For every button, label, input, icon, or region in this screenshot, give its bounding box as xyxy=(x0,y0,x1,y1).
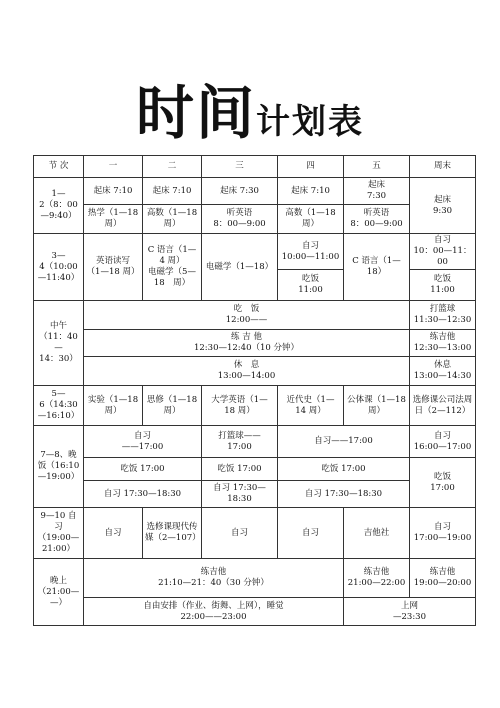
cell-wed-class-5-6: 大学英语（1— 18 周） xyxy=(202,386,278,426)
cell-weekend-night-guitar: 练吉他 19:00—20:00 xyxy=(410,559,476,598)
header-tue: 二 xyxy=(143,156,202,178)
label-night: 晚上 （21:00— —） xyxy=(34,559,84,626)
cell-7-8-dinner-wed: 吃饭 17:00 xyxy=(202,458,278,481)
label-1-2: 1— 2（8：00 —9:40） xyxy=(34,178,84,234)
cell-weekend-wakeup: 起床 9:30 xyxy=(410,178,476,234)
cell-7-8-study-mon-tue: 自习 ——17:00 xyxy=(84,426,202,458)
cell-7-8-dinner-thu-fri: 吃饭 17:00 xyxy=(278,458,410,481)
cell-night-internet: 上网 —23:30 xyxy=(344,598,476,626)
header-period: 节 次 xyxy=(34,156,84,178)
cell-fri-wakeup: 起床 7:30 xyxy=(344,178,410,205)
cell-noon-rest: 休 息 13:00—14:00 xyxy=(84,357,410,386)
label-7-8: 7—8、晚 饭（16:10 —19:00） xyxy=(34,426,84,508)
cell-tue-9-10: 选修课现代传 媒（2—107） xyxy=(143,508,202,559)
cell-fri-class-5-6: 公体课（1—18 周） xyxy=(344,386,410,426)
cell-thu-class-5-6: 近代史（1— 14 周） xyxy=(278,386,344,426)
cell-fri-class-1-2: 听英语 8：00—9:00 xyxy=(344,205,410,234)
label-9-10: 9—10 自 习 （19:00— 21:00） xyxy=(34,508,84,559)
header-thu: 四 xyxy=(278,156,344,178)
header-mon: 一 xyxy=(84,156,143,178)
cell-fri-night-guitar: 练吉他 21:00—22:00 xyxy=(344,559,410,598)
row-3-4-top xyxy=(34,234,476,270)
cell-noon-lunch: 吃 饭 12:00—— xyxy=(84,301,410,330)
row-5-6 xyxy=(34,386,476,426)
cell-weekend-study-7-8: 自习 16:00—17:00 xyxy=(410,426,476,458)
label-5-6: 5— 6（14:30 —16:10） xyxy=(34,386,84,426)
cell-mon-class-1-2: 热学（1—18 周） xyxy=(84,205,143,234)
row-1-2-bottom xyxy=(34,205,476,234)
cell-mon-9-10: 自习 xyxy=(84,508,143,559)
cell-7-8-dinner-mon-tue: 吃饭 17:00 xyxy=(84,458,202,481)
cell-weekend-meal-3-4: 吃饭 11:00 xyxy=(410,270,476,301)
cell-thu-9-10: 自习 xyxy=(278,508,344,559)
cell-fri-9-10: 吉他社 xyxy=(344,508,410,559)
row-7-8-dinner xyxy=(34,458,476,481)
label-noon: 中午 （11：40 — 14：30） xyxy=(34,301,84,386)
cell-tue-class-1-2: 高数（1—18 周） xyxy=(143,205,202,234)
cell-weekend-rest-noon: 休息 13:00—14:30 xyxy=(410,357,476,386)
cell-mon-class-3-4: 英语读写 （1—18 周） xyxy=(84,234,143,301)
row-noon-rest xyxy=(34,357,476,386)
header-row xyxy=(34,156,476,178)
cell-thu-meal-3-4: 吃饭 11:00 xyxy=(278,270,344,301)
cell-mon-wakeup: 起床 7:10 xyxy=(84,178,143,205)
cell-weekend-basketball-noon: 打篮球 11:30—12:30 xyxy=(410,301,476,330)
page-title xyxy=(0,79,500,147)
header-fri: 五 xyxy=(344,156,410,178)
header-weekend: 周末 xyxy=(410,156,476,178)
cell-7-8-basketball-wed: 打篮球—— 17:00 xyxy=(202,426,278,458)
title-small: 计划表 xyxy=(256,102,364,142)
cell-wed-wakeup: 起床 7:30 xyxy=(202,178,278,205)
cell-7-8-evening-study-wed: 自习 17:30— 18:30 xyxy=(202,481,278,508)
row-7-8-study xyxy=(34,426,476,458)
cell-wed-class-3-4: 电磁学（1—18） xyxy=(202,234,278,301)
row-night-free xyxy=(34,598,476,626)
cell-tue-class-3-4: C 语言（1— 4 周） 电磁学（5— 18 周） xyxy=(143,234,202,301)
cell-weekend-study-3-4: 自习 10：00—11：00 xyxy=(410,234,476,270)
cell-weekend-class-5-6: 选修课公司法周 日（2—112） xyxy=(410,386,476,426)
cell-night-free-time: 自由安排（作业、街舞、上网），睡觉 22:00——23:00 xyxy=(84,598,344,626)
cell-noon-guitar: 练 吉 他 12:30—12:40（10 分钟） xyxy=(84,330,410,357)
cell-wed-9-10: 自习 xyxy=(202,508,278,559)
cell-mon-class-5-6: 实验（1—18 周） xyxy=(84,386,143,426)
cell-tue-wakeup: 起床 7:10 xyxy=(143,178,202,205)
cell-7-8-evening-study-mon-tue: 自习 17:30—18:30 xyxy=(84,481,202,508)
cell-thu-wakeup: 起床 7:10 xyxy=(278,178,344,205)
row-noon-guitar xyxy=(34,330,476,357)
cell-7-8-evening-study-thu-fri: 自习 17:30—18:30 xyxy=(278,481,410,508)
cell-thu-study-3-4: 自习 10:00—11:00 xyxy=(278,234,344,270)
title-big: 时间 xyxy=(135,79,256,147)
cell-fri-class-3-4: C 语言（1— 18） xyxy=(344,234,410,301)
row-7-8-evening-study xyxy=(34,481,476,508)
cell-night-guitar: 练吉他 21:10—21：40（30 分钟） xyxy=(84,559,344,598)
row-noon-lunch xyxy=(34,301,476,330)
label-3-4: 3— 4（10:00 —11:40） xyxy=(34,234,84,301)
cell-7-8-study-thu-fri: 自习——17:00 xyxy=(278,426,410,458)
cell-weekend-dinner-7-8: 吃饭 17:00 xyxy=(410,458,476,508)
cell-tue-class-5-6: 思修（1—18 周） xyxy=(143,386,202,426)
schedule-table xyxy=(33,155,476,626)
cell-thu-class-1-2: 高数（1—18 周） xyxy=(278,205,344,234)
row-9-10 xyxy=(34,508,476,559)
cell-weekend-guitar-noon: 练吉他 12:30—13:00 xyxy=(410,330,476,357)
cell-weekend-9-10: 自习 17:00—19:00 xyxy=(410,508,476,559)
header-wed: 三 xyxy=(202,156,278,178)
cell-wed-class-1-2: 听英语 8：00—9:00 xyxy=(202,205,278,234)
row-night-guitar xyxy=(34,559,476,598)
row-1-2-top xyxy=(34,178,476,205)
